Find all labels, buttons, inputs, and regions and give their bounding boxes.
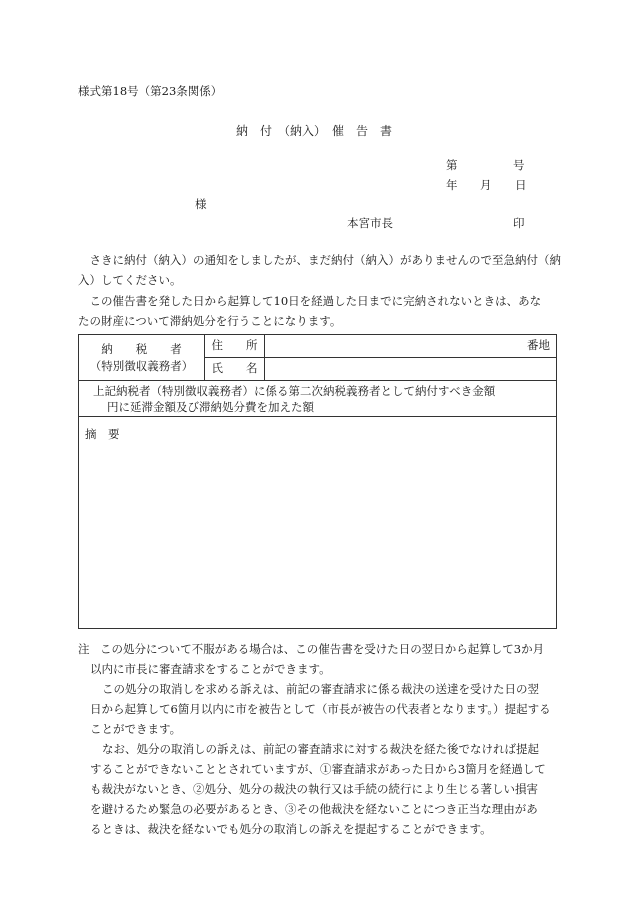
note-line-10: るときは、裁決を経ないでも処分の取消しの訴えを提起することができます。	[90, 822, 492, 836]
taxpayer-label-cell	[79, 335, 205, 381]
taxpayer-label: 納 税 者	[101, 341, 182, 356]
document-title: 納 付 （納入） 催 告 書	[236, 124, 393, 138]
collector-label: （特別徴収義務者）	[89, 358, 194, 373]
month-label: 月	[480, 178, 492, 192]
address-label: 住 所	[211, 338, 258, 353]
note-line-9: を避けるため緊急の必要があるとき、③その他裁決を経ないことにつき正当な理由があ	[90, 802, 538, 816]
note-line-5: ことができます。	[90, 722, 182, 736]
address-suffix: 番地	[527, 338, 550, 353]
amount-cell	[79, 381, 557, 417]
body-paragraph-2	[78, 291, 558, 331]
body-paragraph-1-line-2: 入）してください。	[78, 273, 182, 287]
address-label-cell	[205, 335, 265, 358]
number-suffix: 号	[513, 158, 525, 172]
name-label-cell	[205, 358, 265, 381]
day-label: 日	[515, 178, 527, 192]
summary-label: 摘 要	[85, 427, 120, 441]
issuer-name: 本宮市長	[347, 216, 393, 230]
number-prefix: 第	[446, 158, 458, 172]
body-paragraph-2-line-2: たの財産について滞納処分を行うことになります。	[78, 314, 342, 328]
note-line-8: も裁決がないとき、②処分、処分の裁決の執行又は手続の続行により生じる著しい損害	[90, 782, 539, 796]
body-paragraph-1-line-1: さきに納付（納入）の通知をしましたが、まだ納付（納入）がありませんので至急納付（納	[78, 253, 561, 267]
form-number: 様式第18号（第23条関係）	[78, 84, 223, 98]
body-paragraph-2-line-1: この催告書を発した日から起算して10日を経過した日までに完納されないときは、あな	[78, 294, 542, 308]
note-line-3: この処分の取消しを求める訴えは、前記の審査請求に係る裁決の送達を受けた日の翌	[102, 682, 539, 696]
summary-cell	[79, 417, 557, 629]
addressee-suffix: 様	[195, 197, 207, 211]
note-line-4: 日から起算して6箇月以内に市を被告として（市長が被告の代表者となります。）提起する	[90, 702, 551, 716]
note-prefix: 注	[78, 642, 90, 656]
name-value-cell	[265, 358, 557, 381]
year-label: 年	[446, 178, 458, 192]
note-line-6: なお、処分の取消しの訴えは、前記の審査請求に対する裁決を経た後でなければ提起	[102, 742, 539, 756]
body-paragraph-1	[78, 250, 561, 290]
note-line-7: することができないこととされていますが、①審査請求があった日から3箇月を経過して	[90, 762, 546, 776]
note-line-2: 以内に市長に審査請求をすることができます。	[90, 662, 331, 676]
amount-line-2: 円に延滞金額及び滞納処分費を加えた額	[107, 399, 314, 414]
name-label: 氏 名	[211, 361, 258, 376]
note-line-1: この処分について不服がある場合は、この催告書を受けた日の翌日から起算して3か月	[100, 642, 545, 656]
seal-mark: 印	[513, 216, 525, 230]
taxpayer-table	[78, 334, 557, 629]
amount-line-1: 上記納税者（特別徴収義務者）に係る第二次納税義務者として納付すべき金額	[93, 383, 496, 398]
address-value-cell	[265, 335, 557, 358]
